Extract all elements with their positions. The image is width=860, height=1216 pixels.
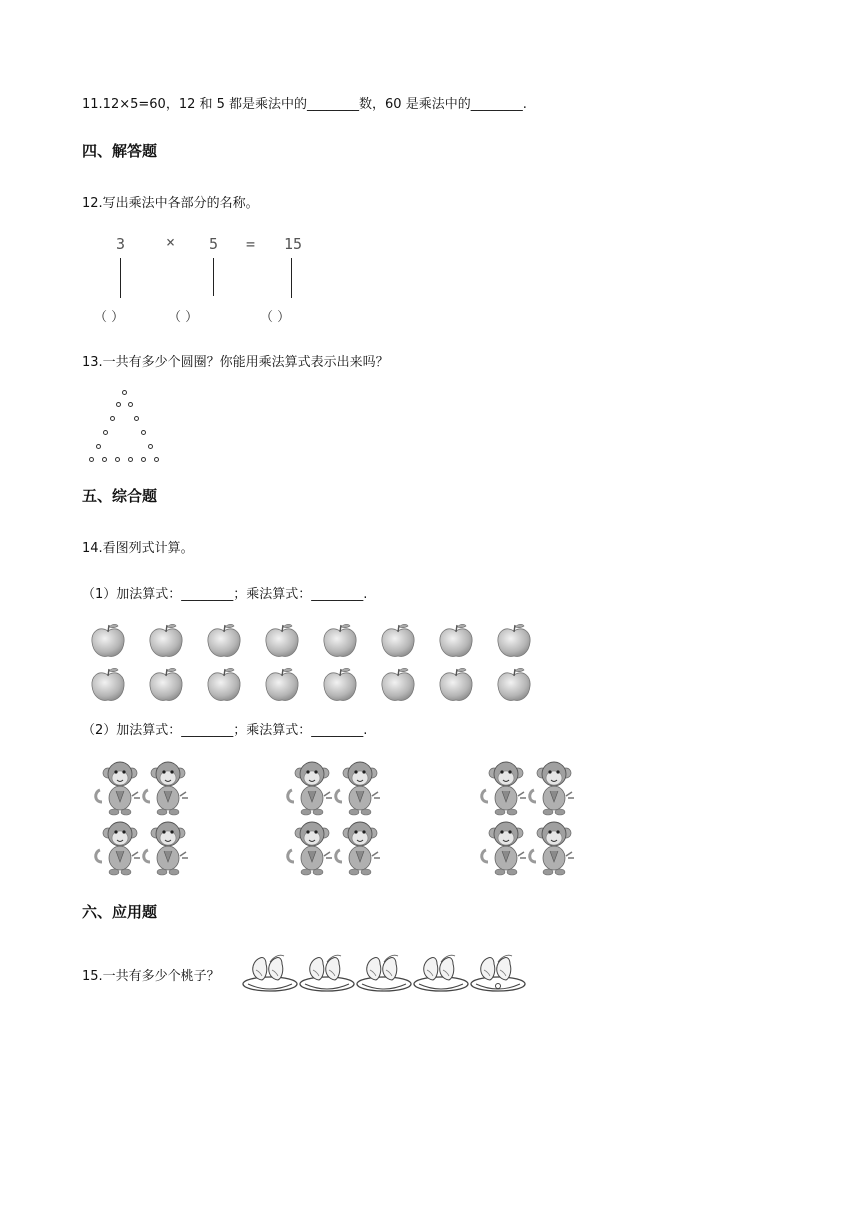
apple-icon bbox=[146, 666, 186, 704]
peach-basket-icon bbox=[354, 948, 414, 996]
section-6-heading: 六、应用题 bbox=[82, 903, 158, 921]
apple-icon bbox=[204, 622, 244, 660]
circle-dot bbox=[148, 444, 153, 449]
circle-dot bbox=[141, 430, 146, 435]
circle-dot bbox=[134, 416, 139, 421]
monkey-icon bbox=[140, 818, 192, 876]
peach-basket-icon bbox=[411, 948, 471, 996]
monkey-icon bbox=[284, 818, 336, 876]
apple-icon bbox=[494, 622, 534, 660]
factor-a: 3 bbox=[116, 235, 126, 253]
peach-plates bbox=[240, 948, 540, 996]
question-11: 11.12×5=60，12 和 5 都是乘法中的________数，60 是乘法中的________. bbox=[82, 97, 527, 112]
apple-icon bbox=[320, 622, 360, 660]
question-15: 15.一共有多少个桃子？ bbox=[82, 969, 220, 984]
apple-grid bbox=[88, 622, 548, 704]
apple-icon bbox=[88, 622, 128, 660]
monkey-icon bbox=[526, 818, 578, 876]
apple-icon bbox=[146, 622, 186, 660]
question-14-part-2: （2）加法算式：________；乘法算式：________. bbox=[82, 723, 368, 738]
question-14-part-1: （1）加法算式：________；乘法算式：________. bbox=[82, 587, 368, 602]
peach-basket-icon bbox=[468, 948, 528, 996]
question-12: 12.写出乘法中各部分的名称。 bbox=[82, 196, 259, 211]
monkey-icon bbox=[284, 758, 336, 816]
apple-icon bbox=[378, 622, 418, 660]
pointer-line-b bbox=[213, 258, 214, 296]
factor-b: 5 bbox=[209, 235, 219, 253]
blank-factor-a: （ ） bbox=[94, 310, 125, 325]
circle-dot bbox=[110, 416, 115, 421]
apple-icon bbox=[204, 666, 244, 704]
monkey-icon bbox=[478, 758, 530, 816]
apple-icon bbox=[88, 666, 128, 704]
equals-sign: = bbox=[246, 235, 256, 253]
monkey-icon bbox=[526, 758, 578, 816]
apple-icon bbox=[320, 666, 360, 704]
times-sign: × bbox=[166, 233, 176, 251]
circle-dot bbox=[128, 457, 133, 462]
apple-icon bbox=[378, 666, 418, 704]
apple-icon bbox=[436, 622, 476, 660]
circle-dot bbox=[122, 390, 127, 395]
monkey-group bbox=[92, 758, 202, 882]
monkey-icon bbox=[92, 818, 144, 876]
peach-basket-icon bbox=[297, 948, 357, 996]
monkey-icon bbox=[478, 818, 530, 876]
monkey-groups bbox=[88, 758, 608, 882]
monkey-group bbox=[478, 758, 588, 882]
apple-icon bbox=[262, 622, 302, 660]
circle-dot bbox=[128, 402, 133, 407]
apple-icon bbox=[494, 666, 534, 704]
monkey-group bbox=[284, 758, 394, 882]
blank-product: （ ） bbox=[260, 310, 291, 325]
blank-factor-b: （ ） bbox=[168, 310, 199, 325]
circle-dot bbox=[96, 444, 101, 449]
product: 15 bbox=[284, 235, 303, 253]
monkey-icon bbox=[92, 758, 144, 816]
section-4-heading: 四、解答题 bbox=[82, 142, 158, 160]
circle-dot bbox=[141, 457, 146, 462]
pointer-line-c bbox=[291, 258, 292, 298]
multiplication-parts-diagram bbox=[90, 232, 350, 332]
apple-icon bbox=[262, 666, 302, 704]
monkey-icon bbox=[140, 758, 192, 816]
peach-basket-icon bbox=[240, 948, 300, 996]
circle-dot bbox=[154, 457, 159, 462]
pointer-line-a bbox=[120, 258, 121, 298]
circle-triangle-figure bbox=[86, 388, 166, 468]
question-14: 14.看图列式计算。 bbox=[82, 541, 194, 556]
circle-dot bbox=[116, 402, 121, 407]
circle-dot bbox=[103, 430, 108, 435]
monkey-icon bbox=[332, 758, 384, 816]
circle-dot bbox=[115, 457, 120, 462]
circle-dot bbox=[89, 457, 94, 462]
section-5-heading: 五、综合题 bbox=[82, 487, 158, 505]
question-13: 13.一共有多少个圆圈？你能用乘法算式表示出来吗？ bbox=[82, 355, 389, 370]
monkey-icon bbox=[332, 818, 384, 876]
circle-dot bbox=[102, 457, 107, 462]
apple-icon bbox=[436, 666, 476, 704]
